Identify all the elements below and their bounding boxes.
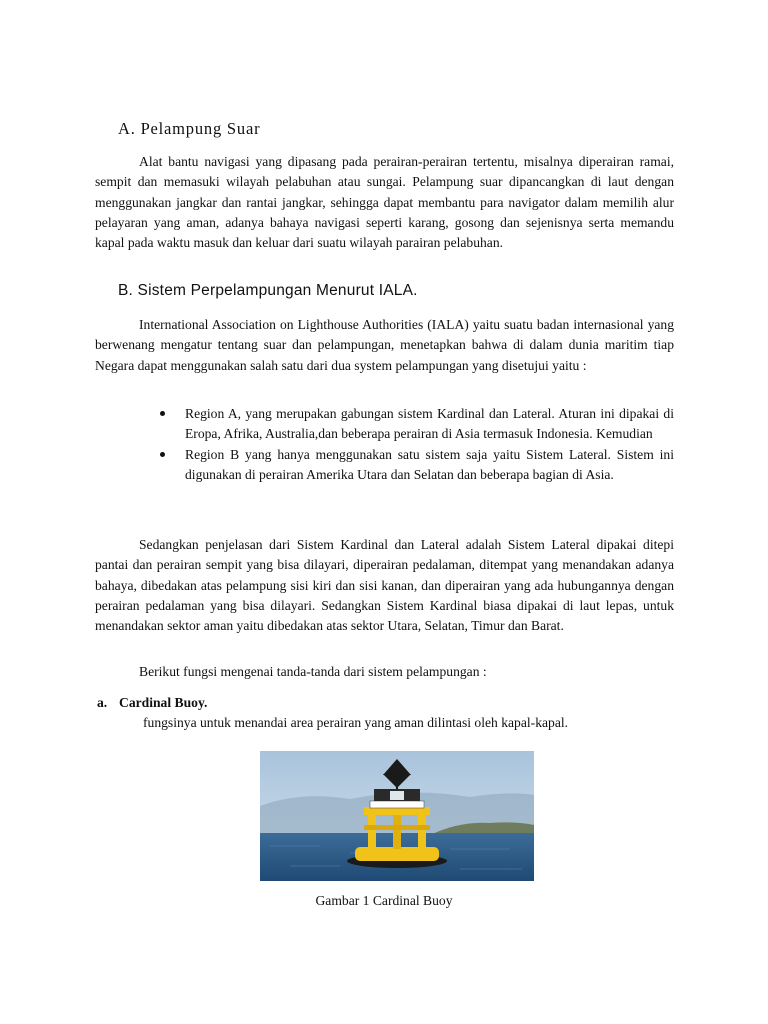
region-list xyxy=(160,404,674,486)
bullet-icon xyxy=(160,452,165,457)
section-b-paragraph: International Association on Lighthouse Authorities (IALA) yaitu suatu badan internasional yang berwenang mengatur tentang suar dan pelampungan, menetapkan bahwa di dalam dunia maritim tiap Negara dapat menggunakan salah satu dari dua system pelampungan yang disetujui yaitu : xyxy=(95,317,674,373)
list-item xyxy=(160,404,674,444)
section-b-heading: B. Sistem Perpelampungan Menurut IALA. xyxy=(118,282,418,299)
section-a-heading: A. Pelampung Suar xyxy=(118,119,261,138)
region-b-text: Region B yang hanya menggunakan satu sistem saja yaitu Sistem Lateral. Sistem ini digunakan di perairan Amerika Utara dan Selatan dan beberapa bagian di Asia. xyxy=(185,447,674,482)
subsection-label: a. xyxy=(97,695,108,710)
subsection-a-description: fungsinya untuk menandai area perairan yang aman dilintasi oleh kapal-kapal. xyxy=(143,715,569,730)
subsection-a-title xyxy=(97,695,207,711)
subsection-title-text: Cardinal Buoy. xyxy=(119,695,208,710)
cardinal-buoy-illustration xyxy=(260,751,534,881)
cardinal-buoy-image xyxy=(260,751,534,881)
section-a-paragraph: Alat bantu navigasi yang dipasang pada perairan-perairan tertentu, misalnya diperairan ramai, sempit dan memasuki wilayah pelabuhan atau sungai. Pelampung suar dipancangkan di laut dengan menggunakan jangkar dan rantai jangkar, sehingga dapat membantu para navigator dalam memilih alur pelayaran yang aman, adanya bahaya navigasi seperti karang, gosong dan sejenisnya serta memandu kapal pada waktu masuk dan keluar dari suatu wilayah parairan pelabuhan. xyxy=(95,154,674,251)
lateral-cardinal-paragraph: Sedangkan penjelasan dari Sistem Kardinal dan Lateral adalah Sistem Lateral dipakai ditepi pantai dan perairan sempit yang bisa dilayari, diperairan pedalaman, ditempat yang menandakan adanya bahaya, dibedakan atas pelampung sisi kiri dan sisi kanan, dan diperairan yang ada hubungannya dengan perairan pedalaman yang bisa dilayari. Sedangkan Sistem Kardinal biasa dipakai di laut lepas, untuk menandakan sektor aman yaitu dibedakan atas sektor Utara, Selatan, Timur dan Barat. xyxy=(95,537,674,634)
functions-intro: Berikut fungsi mengenai tanda-tanda dari sistem pelampungan : xyxy=(139,664,487,679)
region-a-text: Region A, yang merupakan gabungan sistem Kardinal dan Lateral. Aturan ini dipakai di Eropa, Afrika, Australia,dan beberapa perairan di Asia termasuk Indonesia. Kemudian xyxy=(185,406,674,441)
list-item xyxy=(160,445,674,485)
bullet-icon xyxy=(160,411,165,416)
figure-caption: Gambar 1 Cardinal Buoy xyxy=(315,893,453,908)
